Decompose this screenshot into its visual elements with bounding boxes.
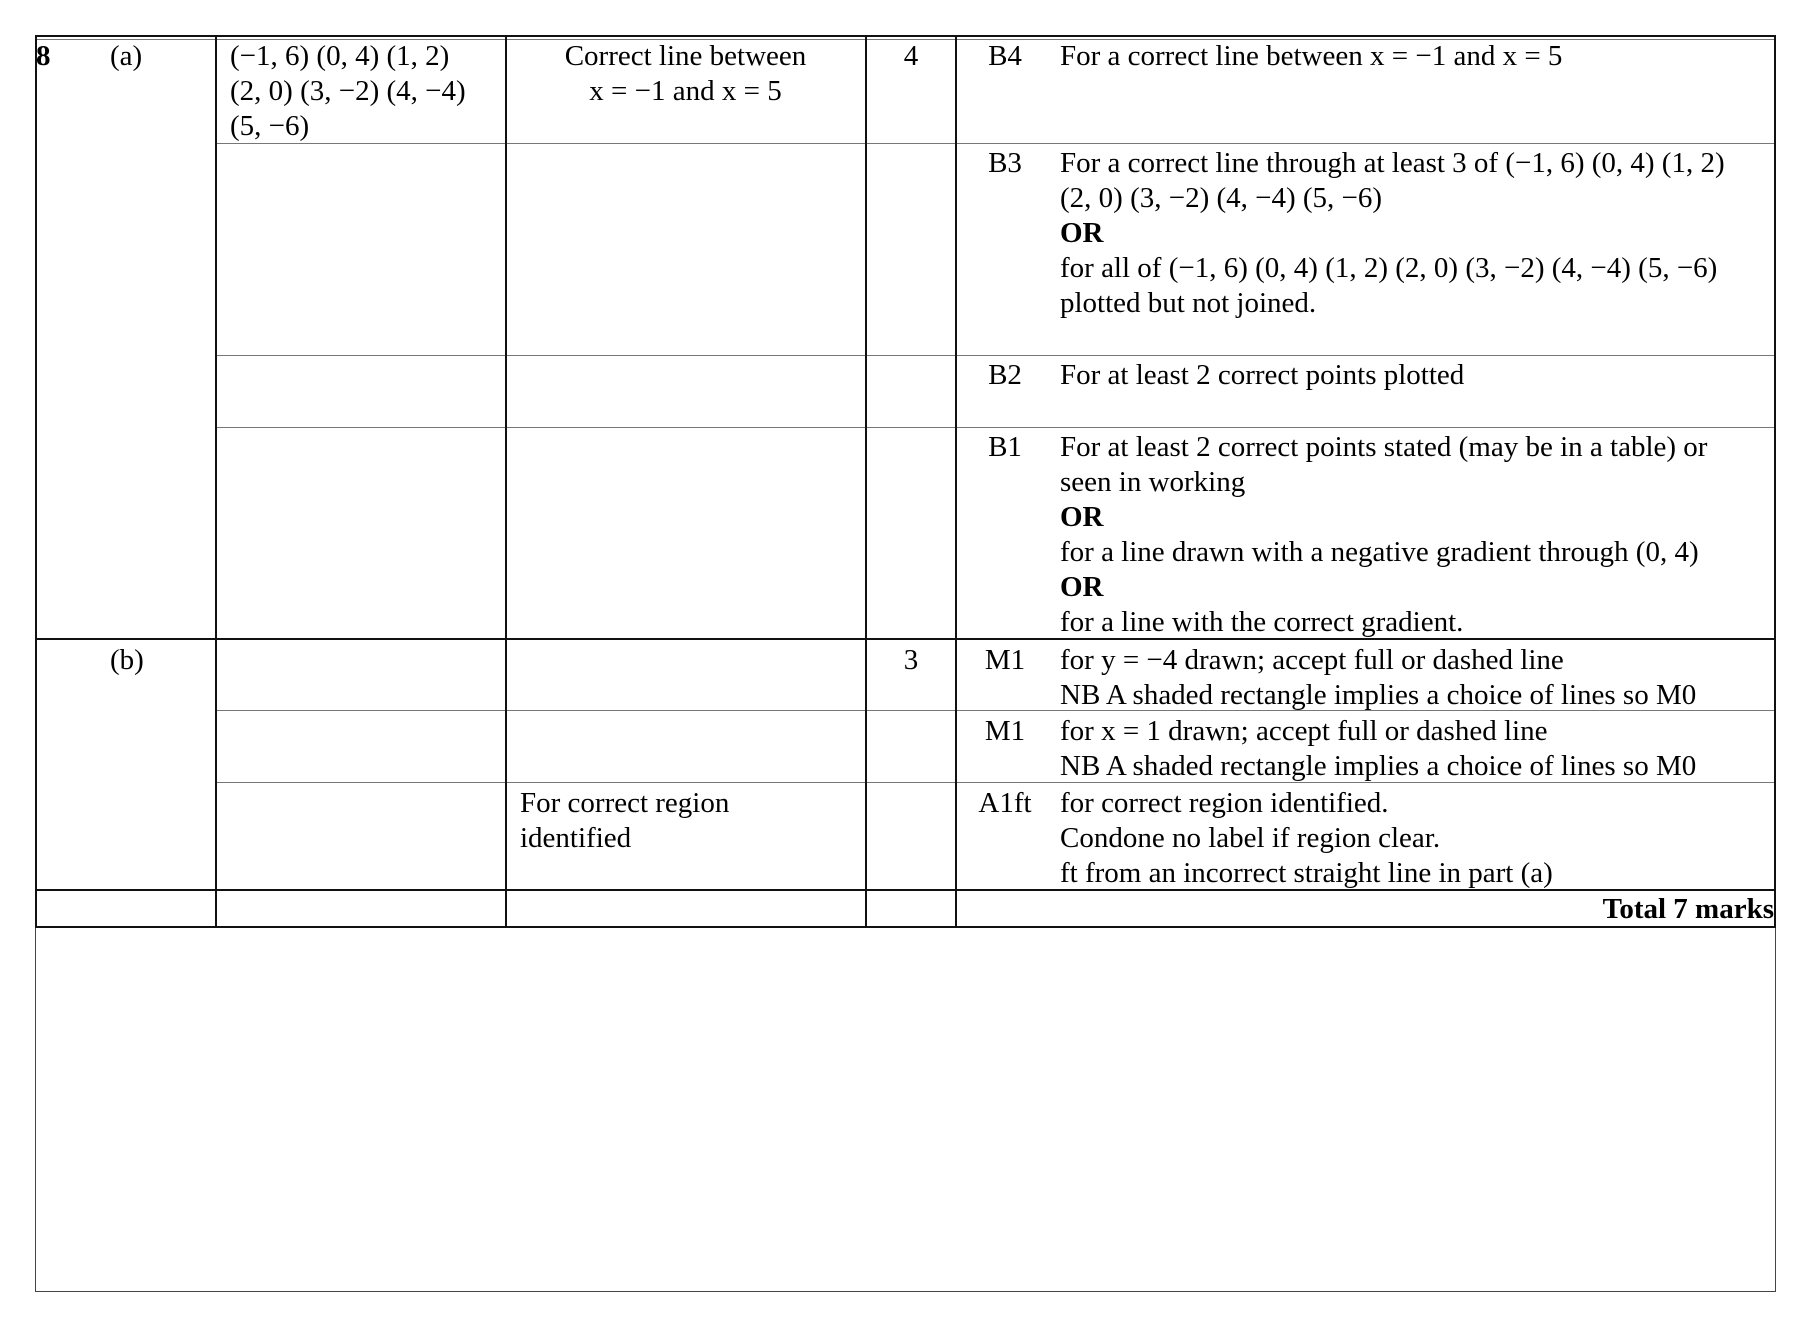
note-line: NB A shaded rectangle implies a choice of lines so M0 (1060, 679, 1697, 711)
answer-b-line-2: identified (520, 822, 632, 854)
note-line: for y = −4 drawn; accept full or dashed line (1060, 644, 1564, 676)
note-line: For a correct line between x = −1 and x = 5 (1060, 40, 1563, 72)
note-line: For at least 2 correct points plotted (1060, 359, 1465, 391)
note-line: seen in working (1060, 466, 1246, 498)
mark-code: M1 (984, 715, 1026, 747)
mark-code: B3 (988, 147, 1022, 179)
total-marks: Total 7 marks (1602, 893, 1774, 925)
note-line: for a line with the correct gradient. (1060, 606, 1464, 638)
note-line: plotted but not joined. (1060, 287, 1317, 319)
answer-b-line-1: For correct region (520, 787, 730, 819)
col-divider-working (215, 35, 217, 926)
part-divider (35, 638, 1776, 640)
note-line: For at least 2 correct points stated (may be in a table) or (1060, 431, 1708, 463)
note-line: for x = 1 drawn; accept full or dashed line (1060, 715, 1548, 747)
row-divider-b4 (215, 143, 1776, 144)
mark-code: B2 (988, 359, 1022, 391)
part-b-label: (b) (110, 644, 144, 676)
note-line: for a line drawn with a negative gradient through (0, 4) (1060, 536, 1699, 568)
answer-a-line-1: Correct line between (564, 40, 807, 72)
note-line: NB A shaded rectangle implies a choice of lines so M0 (1060, 750, 1697, 782)
table-top-border (35, 35, 1776, 37)
mark-b: 3 (903, 644, 919, 676)
col-divider-mark (865, 35, 867, 926)
col-right-border (1774, 35, 1776, 926)
row-divider-b2 (215, 427, 1776, 428)
mark-code: M1 (984, 644, 1026, 676)
working-line-3: (5, −6) (230, 110, 310, 142)
mark-code: A1ft (978, 787, 1032, 819)
col-divider-notes (955, 35, 957, 926)
note-line: Condone no label if region clear. (1060, 822, 1441, 854)
part-a-label: (a) (110, 40, 143, 72)
answer-a-line-2: x = −1 and x = 5 (589, 75, 782, 107)
note-line-or: OR (1060, 571, 1104, 603)
note-line: (2, 0) (3, −2) (4, −4) (5, −6) (1060, 182, 1383, 214)
col-left-border (35, 35, 37, 926)
note-line: for all of (−1, 6) (0, 4) (1, 2) (2, 0) (3, −2) (4, −4) (5, −6) (1060, 252, 1718, 284)
col-divider-answer (505, 35, 507, 926)
note-line-or: OR (1060, 501, 1104, 533)
note-line: For a correct line through at least 3 of (−1, 6) (0, 4) (1, 2) (1060, 147, 1725, 179)
mark-code: B1 (988, 431, 1022, 463)
working-line-2: (2, 0) (3, −2) (4, −4) (230, 75, 466, 107)
note-line: for correct region identified. (1060, 787, 1389, 819)
note-line-or: OR (1060, 217, 1104, 249)
mark-a: 4 (903, 40, 919, 72)
question-number: 8 (36, 40, 51, 72)
note-line: ft from an incorrect straight line in part (a) (1060, 857, 1553, 889)
working-line-1: (−1, 6) (0, 4) (1, 2) (230, 40, 450, 72)
row-divider-b3 (215, 355, 1776, 356)
mark-code: B4 (988, 40, 1022, 72)
